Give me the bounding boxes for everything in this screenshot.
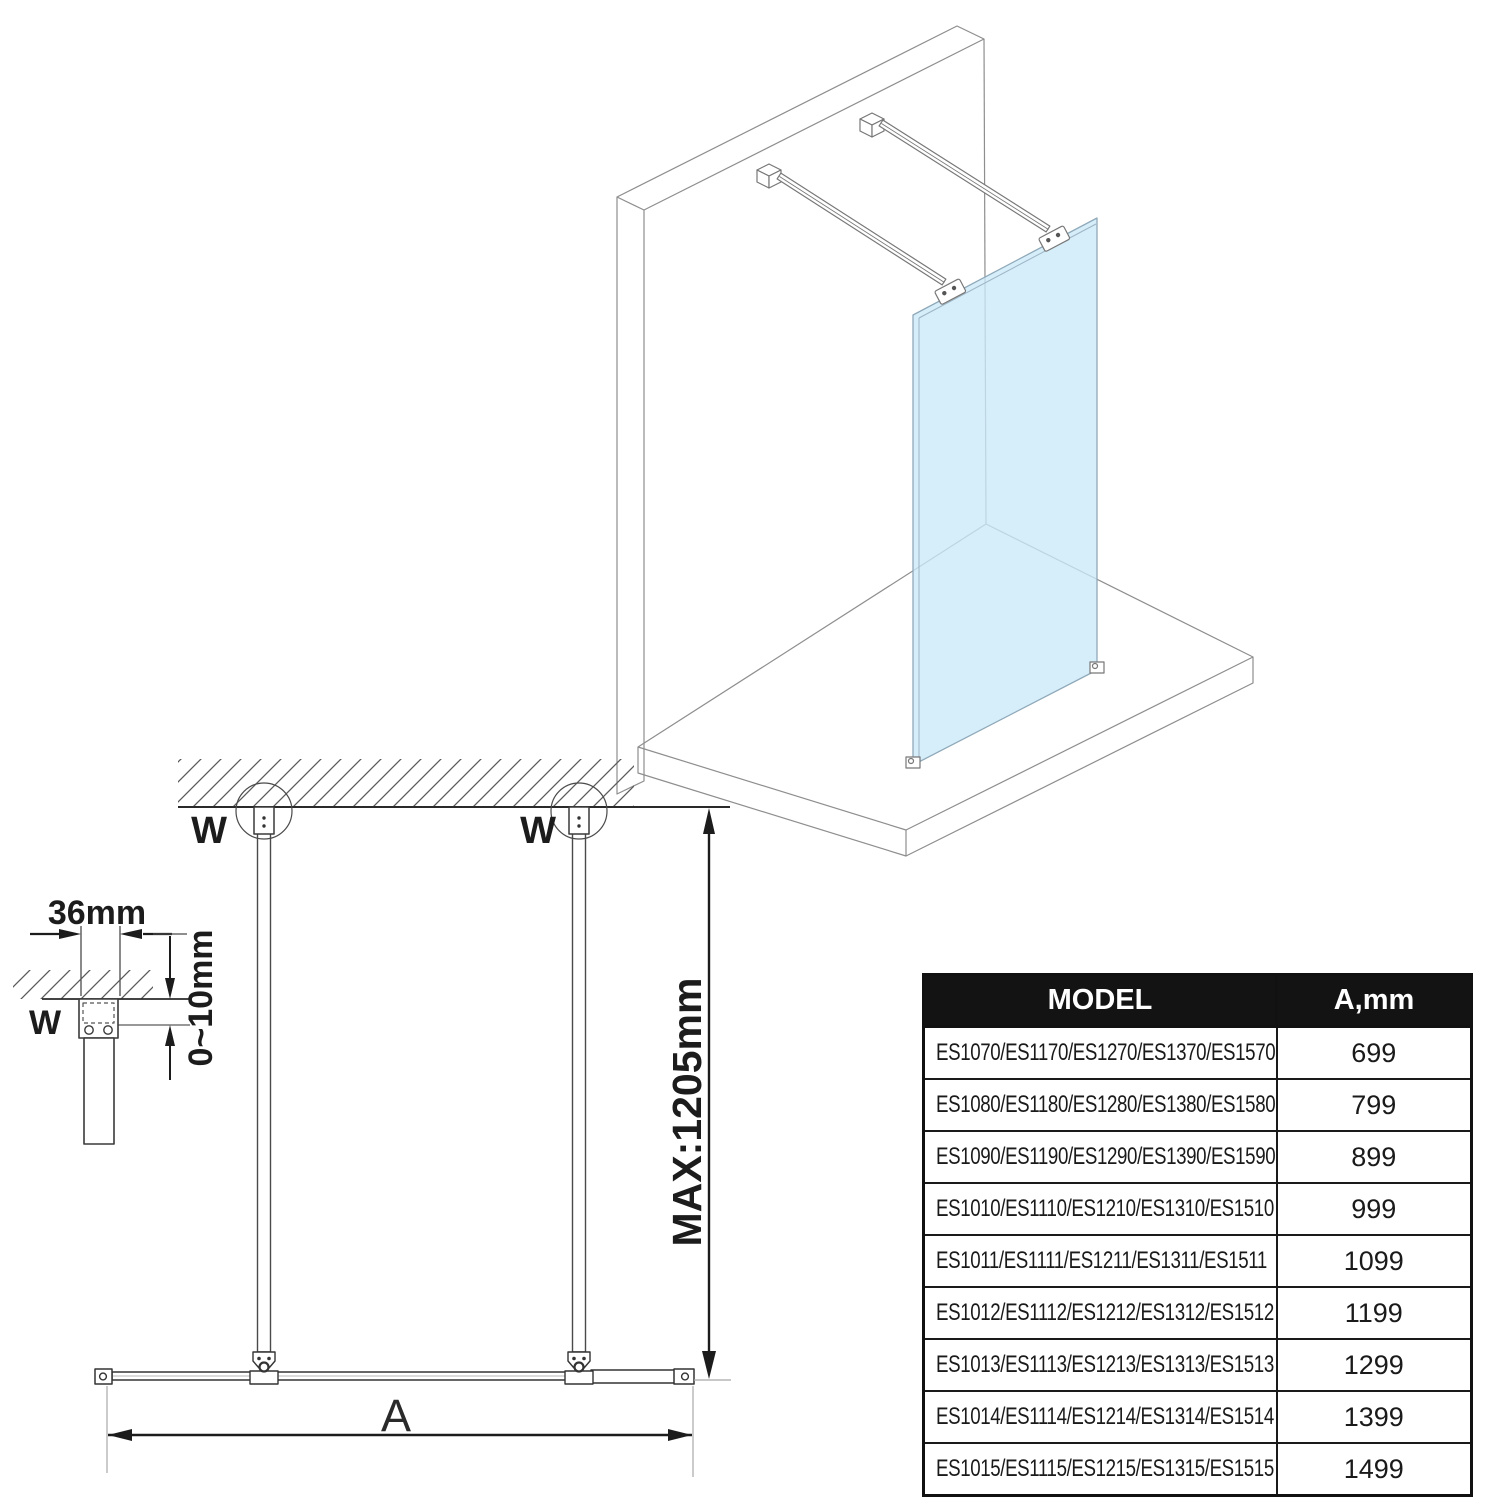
table-row [924,1027,1472,1080]
wall-mark-right: W [520,810,556,852]
model-cell [924,1339,1277,1391]
dim-0-10mm-label: 0~10mm [182,929,220,1067]
support-bar-left [777,173,946,285]
dim-A-label: A [380,1390,412,1441]
detail-ceiling-hatch [13,970,153,999]
dim-36mm-label: 36mm [47,894,147,932]
arrowhead-right [668,1429,692,1441]
dimension-A [108,1390,692,1441]
a-mm-cell: 1099 [1277,1235,1472,1287]
support-bar-anchor-left [757,164,781,188]
model-cell [924,1131,1277,1183]
model-text: ES1070/ES1170/ES1270/ES1370/ES1570 [936,1039,1276,1066]
model-cell [924,1079,1277,1131]
a-mm-cell: 1399 [1277,1391,1472,1443]
wall-mark-left: W [191,810,227,852]
dimension-max-height [664,808,716,1379]
model-text: ES1012/ES1112/ES1212/ES1312/ES1512 [936,1299,1274,1326]
size-table-header-row [924,975,1472,1027]
a-mm-cell: 999 [1277,1183,1472,1235]
rail-clamp-left [250,1352,278,1384]
isometric-view [617,26,1253,856]
front-view [95,759,731,1477]
model-text: ES1015/ES1115/ES1215/ES1315/ES1515 [936,1455,1274,1482]
model-cell [924,1391,1277,1443]
table-row [924,1235,1472,1287]
top-rail [95,1369,694,1384]
support-pole-left [258,807,271,1352]
table-row [924,1079,1472,1131]
a-mm-cell: 1499 [1277,1443,1472,1496]
table-row [924,1391,1472,1443]
model-cell [924,1443,1277,1496]
detail-bracket [79,999,118,1144]
table-row [924,1287,1472,1339]
ceiling-bracket-left [254,807,274,834]
model-cell [924,1235,1277,1287]
support-pole-right [573,807,586,1352]
table-row [924,1339,1472,1391]
glass-foot-right [1090,662,1104,673]
a-mm-cell: 699 [1277,1027,1472,1080]
rail-clamp-right [565,1352,593,1384]
table-row [924,1183,1472,1235]
a-mm-cell: 899 [1277,1131,1472,1183]
a-mm-cell: 1199 [1277,1287,1472,1339]
model-text: ES1013/ES1113/ES1213/ES1313/ES1513 [936,1351,1274,1378]
arrowhead-left [108,1429,132,1441]
size-table [922,973,1473,1497]
model-text: ES1011/ES1111/ES1211/ES1311/ES1511 [936,1247,1267,1274]
model-text: ES1014/ES1114/ES1214/ES1314/ES1514 [936,1403,1274,1430]
arrowhead-down [702,1351,716,1379]
a-mm-column-header: A,mm [1277,975,1472,1027]
a-mm-cell: 1299 [1277,1339,1472,1391]
glass-foot-left [906,757,920,768]
model-cell [924,1183,1277,1235]
model-text: ES1080/ES1180/ES1280/ES1380/ES1580 [936,1091,1276,1118]
model-text: ES1090/ES1190/ES1290/ES1390/ES1590 [936,1143,1276,1170]
a-mm-cell: 799 [1277,1079,1472,1131]
model-cell [924,1287,1277,1339]
wall-mark-detail: W [28,1004,62,1042]
extension-lines [107,1380,731,1477]
arrowhead-up [703,808,715,834]
table-row [924,1443,1472,1496]
ceiling-bracket-right [569,807,589,834]
dim-max-label: MAX:1205mm [664,977,710,1247]
mount-detail-view [13,894,220,1144]
model-column-header: MODEL [924,975,1277,1027]
table-row [924,1131,1472,1183]
model-cell [924,1027,1277,1080]
support-bar-right [879,120,1050,232]
model-text: ES1010/ES1110/ES1210/ES1310/ES1510 [936,1195,1274,1222]
ceiling-hatch [178,759,634,807]
